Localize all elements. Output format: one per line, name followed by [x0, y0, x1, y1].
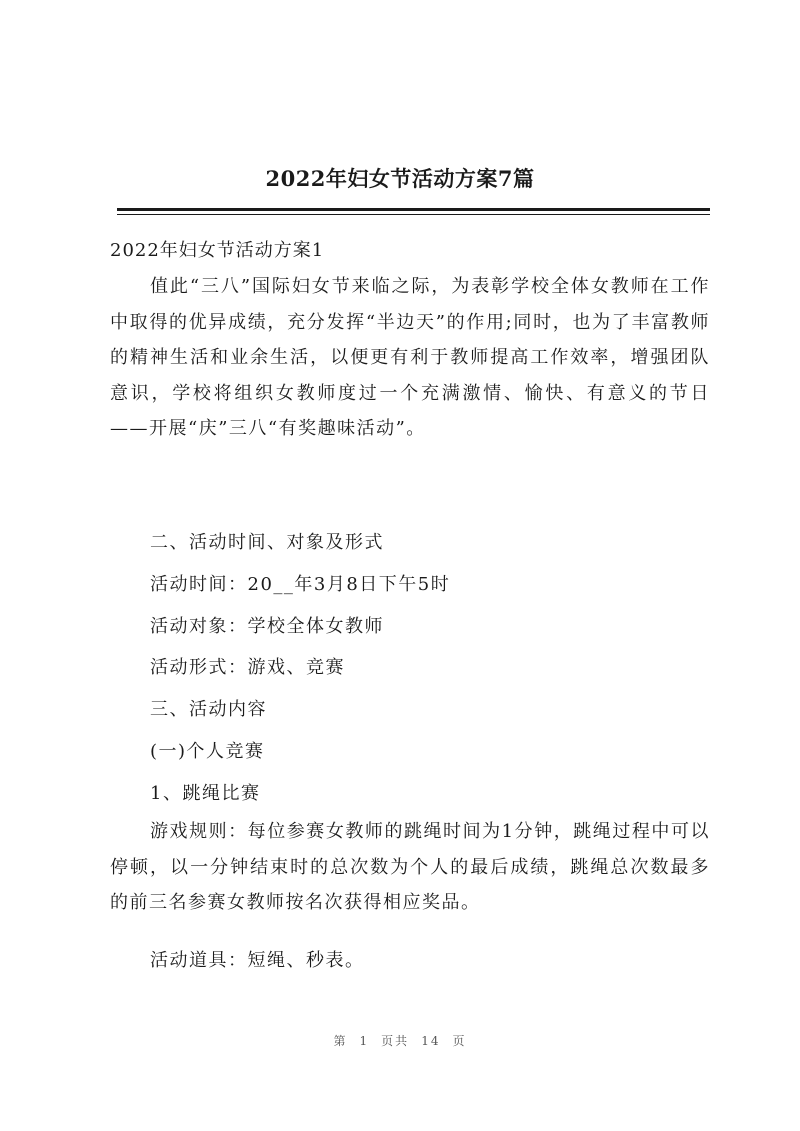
footer-total-pages: 14: [421, 1034, 441, 1048]
activity-target-line: 活动对象：学校全体女教师: [150, 616, 384, 637]
intro-paragraph-block: [110, 269, 710, 447]
footer-prefix: 第: [333, 1034, 348, 1048]
item-jump-rope: 1、跳绳比赛: [150, 783, 261, 804]
page-footer: [0, 1032, 800, 1049]
footer-suffix: 页: [452, 1034, 467, 1048]
heading-activity-time-target-form: 二、活动时间、对象及形式: [150, 532, 384, 553]
heading-activity-content: 三、活动内容: [150, 699, 267, 720]
intro-paragraph: 值此“三八”国际妇女节来临之际，为表彰学校全体女教师在工作中取得的优异成绩，充分发挥“半边天”的作用;同时，也为了丰富教师的精神生活和业余生活，以便更有利于教师提高工作效率，增强团队意识，学校将组织女教师度过一个充满激情、愉快、有意义的节日——开展“庆”三八“有奖趣味活动”。: [110, 276, 710, 439]
subheading-individual-competition: (一)个人竞赛: [150, 741, 265, 762]
rules-paragraph: 游戏规则：每位参赛女教师的跳绳时间为1分钟，跳绳过程中可以停顿，以一分钟结束时的总次数为个人的最后成绩，跳绳总次数最多的前三名参赛女教师按名次获得相应奖品。: [110, 821, 710, 913]
title-divider-thin: [117, 214, 710, 215]
activity-time-line: 活动时间：20__年3月8日下午5时: [150, 574, 451, 595]
footer-page-number: 1: [359, 1034, 370, 1048]
section-heading: 2022年妇女节活动方案1: [110, 240, 325, 261]
activity-form-line: 活动形式：游戏、竞赛: [150, 657, 345, 678]
rules-paragraph-block: [110, 814, 710, 921]
title-divider-thick: [117, 208, 710, 211]
props-line: 活动道具：短绳、秒表。: [150, 950, 365, 971]
footer-middle: 页共: [381, 1034, 410, 1048]
document-title: 2022年妇女节活动方案7篇: [265, 166, 535, 191]
